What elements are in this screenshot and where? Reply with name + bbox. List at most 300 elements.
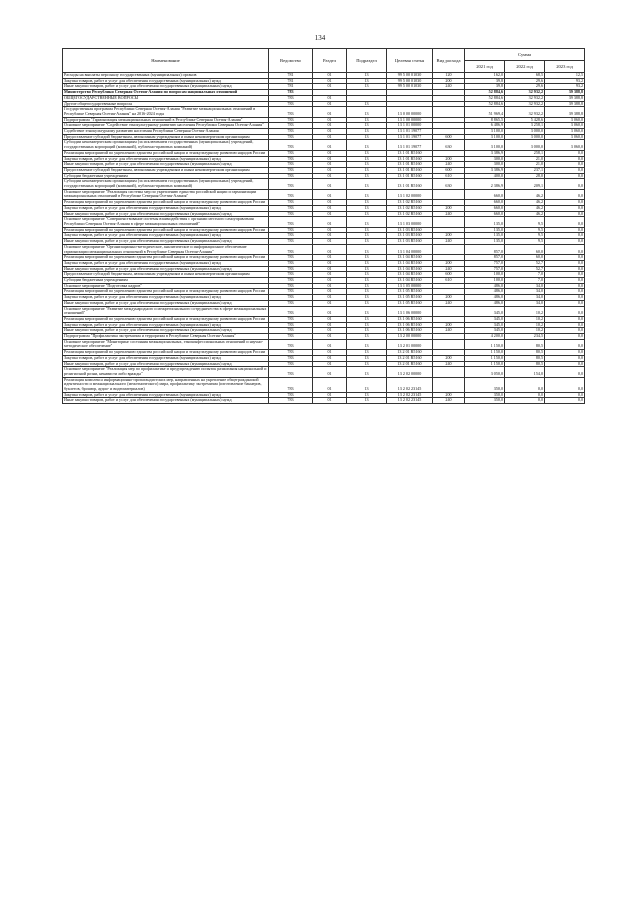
cell-razdel: 01: [313, 350, 347, 356]
cell-razdel: 01: [313, 123, 347, 129]
cell-2021: 100,0: [465, 278, 505, 284]
table-row: [63, 107, 585, 117]
cell-2021: 135,0: [465, 233, 505, 239]
cell-2021: 8 865,5: [465, 117, 505, 123]
cell-name: ОБЩЕГОСУДАРСТВЕННЫЕ ВОПРОСЫ: [63, 95, 269, 101]
cell-cs: 13 2 02 23145: [387, 398, 433, 404]
cell-razdel: 01: [313, 266, 347, 272]
cell-cs: 13 0 00 00000: [387, 107, 433, 117]
cell-razdel: 01: [313, 316, 347, 322]
cell-podrazdel: 13: [347, 328, 387, 334]
cell-name: Предоставление субсидий бюджетным, автономным учреждениям и иным некоммерческим организациям: [63, 134, 269, 140]
header-2022: 2022 год: [505, 61, 545, 73]
cell-cs: 13 1 02 R5160: [387, 200, 433, 206]
cell-2022: 0,0: [505, 398, 545, 404]
cell-2023: 0,0: [545, 255, 585, 261]
cell-2023: 93,2: [545, 84, 585, 90]
cell-ved: 783: [269, 255, 313, 261]
cell-cs: 13 1 01 R5160: [387, 156, 433, 162]
cell-vr: 200: [433, 78, 465, 84]
cell-2022: 60,0: [505, 255, 545, 261]
cell-cs: 13 1 05 R5160: [387, 300, 433, 306]
cell-name: Субсидии некоммерческим организациям (за исключением государственных (муниципальных) учреждений, государственных корпораций (компаний), публично-правовых компаний): [63, 140, 269, 150]
cell-2022: 3 000,0: [505, 129, 545, 135]
cell-2023: 0,0: [545, 189, 585, 199]
cell-razdel: 01: [313, 227, 347, 233]
cell-podrazdel: 13: [347, 355, 387, 361]
cell-name: Содействие этнокультурному развитию населения Республики Северная Осетия-Алания: [63, 129, 269, 135]
table-row: [63, 140, 585, 150]
cell-cs: 13 1 04 R5160: [387, 255, 433, 261]
cell-2023: 0,0: [545, 316, 585, 322]
cell-2022: 10,2: [505, 316, 545, 322]
cell-vr: 200: [433, 322, 465, 328]
cell-cs: 13 1 04 00000: [387, 244, 433, 254]
cell-vr: 200: [433, 392, 465, 398]
cell-ved: 783: [269, 156, 313, 162]
cell-vr: 610: [433, 278, 465, 284]
cell-vr: 200: [433, 355, 465, 361]
cell-ved: 783: [269, 129, 313, 135]
cell-podrazdel: 13: [347, 123, 387, 129]
cell-razdel: 01: [313, 339, 347, 349]
cell-2022: 34,0: [505, 289, 545, 295]
cell-ved: 783: [269, 211, 313, 217]
cell-vr: [433, 367, 465, 377]
cell-2021: 660,0: [465, 189, 505, 199]
cell-2021: 486,0: [465, 289, 505, 295]
cell-ved: 783: [269, 278, 313, 284]
cell-vr: 200: [433, 156, 465, 162]
cell-2023: 0,0: [545, 339, 585, 349]
cell-2023: 39 388,8: [545, 101, 585, 107]
cell-2023: 0,0: [545, 167, 585, 173]
cell-ved: 783: [269, 377, 313, 392]
cell-vr: 240: [433, 398, 465, 404]
cell-ved: 783: [269, 101, 313, 107]
cell-2023: 0,0: [545, 162, 585, 168]
cell-2023: 0,0: [545, 398, 585, 404]
cell-podrazdel: 13: [347, 244, 387, 254]
cell-vr: 630: [433, 140, 465, 150]
cell-podrazdel: 13: [347, 260, 387, 266]
cell-2023: 0,0: [545, 227, 585, 233]
cell-vr: 120: [433, 73, 465, 79]
cell-2021: 1 150,0: [465, 355, 505, 361]
cell-ved: 783: [269, 150, 313, 156]
cell-cs: 13 2 01 00000: [387, 339, 433, 349]
cell-vr: [433, 244, 465, 254]
cell-razdel: 01: [313, 205, 347, 211]
cell-2022: 209,1: [505, 179, 545, 189]
cell-razdel: 01: [313, 156, 347, 162]
cell-podrazdel: 13: [347, 322, 387, 328]
cell-name: Иные закупки товаров, работ и услуг для обеспечения государственных (муниципальных) нужд: [63, 398, 269, 404]
cell-2022: 80,5: [505, 350, 545, 356]
table-row: [63, 217, 585, 227]
cell-2023: 0,0: [545, 200, 585, 206]
cell-2023: 0,0: [545, 295, 585, 301]
cell-ved: 783: [269, 266, 313, 272]
cell-name: Иные закупки товаров, работ и услуг для обеспечения государственных (муниципальных) нужд: [63, 162, 269, 168]
cell-2022: 10,2: [505, 328, 545, 334]
cell-ved: 783: [269, 95, 313, 101]
cell-ved: 783: [269, 272, 313, 278]
cell-razdel: 01: [313, 361, 347, 367]
cell-cs: 13 1 01 R5160: [387, 167, 433, 173]
cell-2021: 3 386,9: [465, 167, 505, 173]
cell-razdel: 01: [313, 107, 347, 117]
cell-2022: 154,0: [505, 367, 545, 377]
cell-ved: 783: [269, 123, 313, 129]
cell-name: Закупка товаров, работ и услуг для обеспечения государственных (муниципальных) нужд: [63, 156, 269, 162]
cell-name: Закупка товаров, работ и услуг для обеспечения государственных (муниципальных) нужд: [63, 233, 269, 239]
cell-2023: 0,0: [545, 217, 585, 227]
cell-name: Реализация комплекса информационно-пропагандистских мер, направленных на укрепление общегражданской идентичности и межнационального (межэтнического) мира, профилактику экстремизма (изготовление баннеров, буклетов, брошюр, аудио- и видеоматериалов): [63, 377, 269, 392]
cell-razdel: 01: [313, 95, 347, 101]
header-razdel: Раздел: [313, 49, 347, 73]
cell-2021: 3 386,9: [465, 150, 505, 156]
cell-razdel: 01: [313, 117, 347, 123]
cell-vr: 600: [433, 272, 465, 278]
cell-ved: 783: [269, 217, 313, 227]
cell-podrazdel: 13: [347, 205, 387, 211]
cell-2021: 52 884,6: [465, 90, 505, 96]
cell-2022: 52,7: [505, 260, 545, 266]
cell-podrazdel: 13: [347, 377, 387, 392]
cell-podrazdel: 13: [347, 272, 387, 278]
cell-razdel: 01: [313, 140, 347, 150]
cell-vr: [433, 377, 465, 392]
cell-2022: 68,5: [505, 73, 545, 79]
cell-2023: 0,0: [545, 377, 585, 392]
header-cs: Целевая статья: [387, 49, 433, 73]
cell-name: Реализация мероприятий по укреплению единства российской нации и этнокультурному развитию народов России: [63, 200, 269, 206]
cell-2023: 12,5: [545, 73, 585, 79]
cell-2023: 0,0: [545, 300, 585, 306]
cell-2022: 7,0: [505, 278, 545, 284]
cell-2022: 29,6: [505, 84, 545, 90]
cell-ved: 783: [269, 107, 313, 117]
cell-2022: 9,5: [505, 227, 545, 233]
cell-2022: 32 932,2: [505, 107, 545, 117]
cell-cs: 13 1 04 R5160: [387, 266, 433, 272]
cell-2023: 3 060,0: [545, 140, 585, 150]
cell-podrazdel: 13: [347, 162, 387, 168]
cell-vr: 200: [433, 295, 465, 301]
cell-2021: 345,0: [465, 322, 505, 328]
cell-name: Министерство Республики Северная Осетия-Алания по вопросам национальных отношений: [63, 90, 269, 96]
cell-2022: 234,5: [505, 334, 545, 340]
cell-2022: 80,5: [505, 361, 545, 367]
cell-cs: 13 1 03 R5160: [387, 227, 433, 233]
cell-razdel: 01: [313, 392, 347, 398]
cell-2022: 34,0: [505, 300, 545, 306]
cell-vr: 240: [433, 84, 465, 90]
cell-2021: 300,0: [465, 156, 505, 162]
cell-cs: 13 1 02 00000: [387, 189, 433, 199]
cell-2021: 757,0: [465, 260, 505, 266]
cell-name: Реализация мероприятий по укреплению единства российской нации и этнокультурному развитию народов России: [63, 150, 269, 156]
cell-2023: 0,0: [545, 306, 585, 316]
cell-ved: 783: [269, 239, 313, 245]
cell-vr: 630: [433, 179, 465, 189]
cell-2021: 162,0: [465, 73, 505, 79]
cell-razdel: 01: [313, 377, 347, 392]
cell-2021: 486,0: [465, 283, 505, 289]
cell-name: Закупка товаров, работ и услуг для обеспечения государственных (муниципальных) нужд: [63, 78, 269, 84]
cell-razdel: 01: [313, 189, 347, 199]
cell-name: Основное мероприятие "Развитие международного и межрегионального сотрудничества в сфере межнациональных отношений": [63, 306, 269, 316]
table-body: [63, 73, 585, 404]
cell-podrazdel: 13: [347, 398, 387, 404]
cell-2023: 93,2: [545, 78, 585, 84]
cell-cs: 99 5 00 01030: [387, 73, 433, 79]
cell-2023: 3 060,0: [545, 134, 585, 140]
cell-2022: 46,2: [505, 200, 545, 206]
cell-cs: 13 1 04 R5160: [387, 260, 433, 266]
cell-podrazdel: 13: [347, 134, 387, 140]
cell-ved: 783: [269, 233, 313, 239]
budget-table: [62, 48, 585, 404]
cell-vr: 600: [433, 134, 465, 140]
cell-ved: 783: [269, 398, 313, 404]
cell-razdel: 01: [313, 217, 347, 227]
cell-2022: 10,2: [505, 322, 545, 328]
cell-ved: 783: [269, 392, 313, 398]
cell-name: Иные закупки товаров, работ и услуг для обеспечения государственных (муниципальных) нужд: [63, 84, 269, 90]
cell-razdel: 01: [313, 101, 347, 107]
cell-razdel: 01: [313, 233, 347, 239]
cell-razdel: 01: [313, 322, 347, 328]
table-row: [63, 179, 585, 189]
cell-2021: 857,0: [465, 255, 505, 261]
cell-razdel: 01: [313, 150, 347, 156]
cell-ved: 783: [269, 339, 313, 349]
cell-ved: 783: [269, 227, 313, 233]
cell-name: Закупка товаров, работ и услуг для обеспечения государственных (муниципальных) нужд: [63, 205, 269, 211]
cell-2023: 3 060,0: [545, 123, 585, 129]
cell-vr: 240: [433, 266, 465, 272]
cell-2021: 135,0: [465, 227, 505, 233]
cell-cs: 13 1 01 19077: [387, 134, 433, 140]
cell-2022: 9,5: [505, 239, 545, 245]
cell-name: Закупка товаров, работ и услуг для обеспечения государственных (муниципальных) нужд: [63, 295, 269, 301]
cell-podrazdel: 13: [347, 289, 387, 295]
cell-razdel: 01: [313, 289, 347, 295]
cell-2021: 400,0: [465, 173, 505, 179]
cell-cs: 13 1 06 00000: [387, 306, 433, 316]
cell-2022: 9,5: [505, 217, 545, 227]
cell-name: Подпрограмма "Профилактика экстремизма и терроризма в Республике Северная Осетия-Алания": [63, 334, 269, 340]
cell-2021: 51 969,4: [465, 107, 505, 117]
cell-vr: 240: [433, 162, 465, 168]
cell-name: Закупка товаров, работ и услуг для обеспечения государственных (муниципальных) нужд: [63, 392, 269, 398]
cell-2022: 7,0: [505, 272, 545, 278]
cell-2021: 3 100,0: [465, 129, 505, 135]
cell-razdel: 01: [313, 179, 347, 189]
cell-cs: 13 2 01 R5160: [387, 361, 433, 367]
cell-name: Реализация мероприятий по укреплению единства российской нации и этнокультурному развитию народов России: [63, 289, 269, 295]
cell-2023: 0,0: [545, 179, 585, 189]
cell-2022: 34,0: [505, 295, 545, 301]
cell-name: Реализация мероприятий по укреплению единства российской нации и этнокультурному развитию народов России: [63, 255, 269, 261]
cell-2023: 0,0: [545, 322, 585, 328]
cell-name: Иные закупки товаров, работ и услуг для обеспечения государственных (муниципальных) нужд: [63, 328, 269, 334]
cell-2022: 80,5: [505, 339, 545, 349]
cell-2022: 34,0: [505, 283, 545, 289]
table-row: [63, 339, 585, 349]
cell-cs: 13 2 02 23145: [387, 377, 433, 392]
cell-podrazdel: 13: [347, 300, 387, 306]
cell-2023: 0,0: [545, 355, 585, 361]
cell-razdel: 01: [313, 334, 347, 340]
cell-cs: 13 1 04 R5160: [387, 278, 433, 284]
cell-cs: 13 1 06 R5160: [387, 322, 433, 328]
cell-2021: 345,0: [465, 306, 505, 316]
cell-podrazdel: 13: [347, 316, 387, 322]
cell-ved: 783: [269, 306, 313, 316]
cell-2022: 46,2: [505, 211, 545, 217]
cell-2022: 60,0: [505, 244, 545, 254]
cell-razdel: 01: [313, 73, 347, 79]
cell-cs: 13 1 02 R5160: [387, 211, 433, 217]
cell-name: Основное мероприятие "Подготовка кадров": [63, 283, 269, 289]
cell-cs: 13 2 02 00000: [387, 367, 433, 377]
cell-podrazdel: 13: [347, 306, 387, 316]
cell-2022: 21,0: [505, 156, 545, 162]
header-podrazdel: Подраздел: [347, 49, 387, 73]
page-number: 134: [314, 34, 326, 42]
cell-ved: 783: [269, 167, 313, 173]
cell-name: Расходы на выплаты персоналу государственных (муниципальных) органов: [63, 73, 269, 79]
cell-cs: 99 5 00 01030: [387, 78, 433, 84]
cell-cs: 13 2 02 23145: [387, 392, 433, 398]
cell-cs: 13 1 05 R5160: [387, 289, 433, 295]
cell-vr: [433, 217, 465, 227]
cell-razdel: 01: [313, 260, 347, 266]
cell-razdel: 01: [313, 129, 347, 135]
cell-cs: 13 2 01 R5160: [387, 350, 433, 356]
cell-name: Другие общегосударственные вопросы: [63, 101, 269, 107]
cell-vr: 240: [433, 211, 465, 217]
cell-podrazdel: 13: [347, 227, 387, 233]
cell-ved: 783: [269, 300, 313, 306]
cell-2021: 39,8: [465, 84, 505, 90]
cell-podrazdel: 13: [347, 101, 387, 107]
cell-podrazdel: 13: [347, 129, 387, 135]
cell-vr: 240: [433, 300, 465, 306]
cell-name: Основное мероприятие "Реализация системы мер по укреплению единства российской нации и гармонизации межнациональных отношений в Республике Северная Осетия-Алания": [63, 189, 269, 199]
cell-cs: 13 1 03 00000: [387, 217, 433, 227]
cell-cs: 13 2 00 00000: [387, 334, 433, 340]
cell-ved: 783: [269, 244, 313, 254]
cell-ved: 781: [269, 84, 313, 90]
cell-vr: 600: [433, 167, 465, 173]
cell-name: Реализация мероприятий по укреплению единства российской нации и этнокультурному развитию народов России: [63, 227, 269, 233]
cell-2021: 660,0: [465, 200, 505, 206]
cell-name: Иные закупки товаров, работ и услуг для обеспечения государственных (муниципальных) нужд: [63, 239, 269, 245]
cell-2023: 0,0: [545, 205, 585, 211]
cell-ved: 783: [269, 322, 313, 328]
cell-podrazdel: 13: [347, 73, 387, 79]
cell-2023: 3 060,0: [545, 117, 585, 123]
cell-ved: 781: [269, 73, 313, 79]
cell-2022: 0,0: [505, 392, 545, 398]
cell-podrazdel: 13: [347, 339, 387, 349]
cell-vr: 240: [433, 361, 465, 367]
cell-2022: 46,2: [505, 189, 545, 199]
cell-podrazdel: 13: [347, 217, 387, 227]
cell-2023: 0,0: [545, 350, 585, 356]
cell-podrazdel: 13: [347, 156, 387, 162]
cell-cs: 99 5 00 01030: [387, 84, 433, 90]
cell-cs: 13 1 06 R5160: [387, 328, 433, 334]
cell-vr: 240: [433, 239, 465, 245]
cell-podrazdel: 13: [347, 367, 387, 377]
cell-podrazdel: 13: [347, 117, 387, 123]
cell-podrazdel: 13: [347, 283, 387, 289]
cell-ved: 783: [269, 200, 313, 206]
cell-2022: 5 428,6: [505, 117, 545, 123]
cell-podrazdel: 13: [347, 239, 387, 245]
cell-2021: 100,0: [465, 272, 505, 278]
cell-ved: 783: [269, 316, 313, 322]
cell-name: Основное мероприятие "Мониторинг состояния межнациональных, этноконфессиональных отношений и научно-методическое обеспечение": [63, 339, 269, 349]
cell-podrazdel: 13: [347, 173, 387, 179]
cell-2022: 3 000,0: [505, 134, 545, 140]
cell-vr: 200: [433, 260, 465, 266]
cell-name: Субсидии некоммерческим организациям (за исключением государственных (муниципальных) учреждений, государственных корпораций (компаний), публично-правовых компаний): [63, 179, 269, 189]
cell-razdel: 01: [313, 295, 347, 301]
cell-ved: 783: [269, 295, 313, 301]
cell-2022: 9,5: [505, 233, 545, 239]
cell-cs: 13 2 01 R5160: [387, 355, 433, 361]
cell-ved: 783: [269, 189, 313, 199]
cell-2021: 135,0: [465, 239, 505, 245]
cell-2021: 486,0: [465, 295, 505, 301]
cell-2023: 0,0: [545, 244, 585, 254]
cell-ved: 783: [269, 173, 313, 179]
cell-podrazdel: 13: [347, 84, 387, 90]
cell-2023: 0,0: [545, 272, 585, 278]
cell-podrazdel: 13: [347, 278, 387, 284]
header-name: Наименование: [63, 49, 269, 73]
cell-vr: 200: [433, 205, 465, 211]
cell-cs: 13 1 00 00000: [387, 117, 433, 123]
cell-2021: 1 150,0: [465, 361, 505, 367]
cell-razdel: 01: [313, 367, 347, 377]
table-row: [63, 367, 585, 377]
cell-2021: 1 150,0: [465, 350, 505, 356]
cell-cs: 13 1 02 R5160: [387, 205, 433, 211]
cell-podrazdel: 13: [347, 179, 387, 189]
cell-ved: 783: [269, 260, 313, 266]
cell-cs: 13 1 06 R5160: [387, 316, 433, 322]
cell-ved: 783: [269, 355, 313, 361]
cell-2023: 0,0: [545, 266, 585, 272]
cell-2021: 52 884,6: [465, 95, 505, 101]
cell-razdel: 01: [313, 200, 347, 206]
cell-razdel: 01: [313, 272, 347, 278]
cell-2022: 80,5: [505, 355, 545, 361]
cell-cs: 13 1 05 R5160: [387, 295, 433, 301]
cell-2023: 0,0: [545, 334, 585, 340]
cell-razdel: 01: [313, 398, 347, 404]
cell-cs: 13 1 01 19077: [387, 129, 433, 135]
cell-2021: 3 050,0: [465, 367, 505, 377]
cell-podrazdel: 13: [347, 392, 387, 398]
